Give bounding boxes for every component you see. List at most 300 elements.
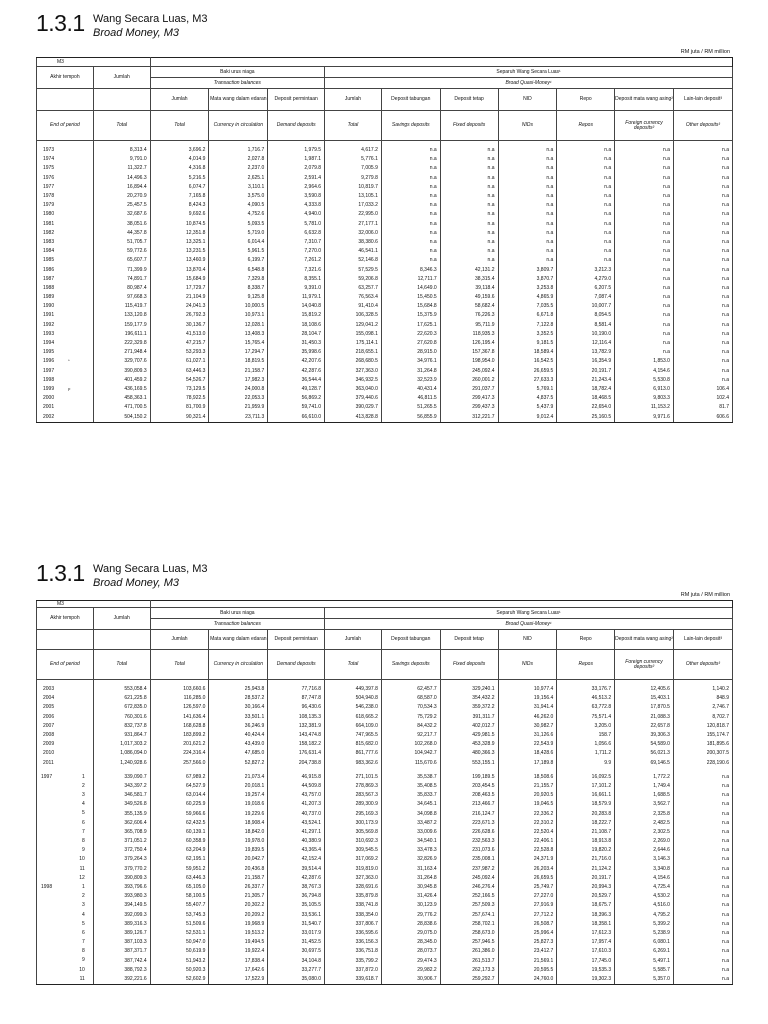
value-cell: 34,976.1: [381, 357, 440, 366]
month-label: 2: [82, 893, 85, 900]
value-cell: 387,371.7: [93, 947, 150, 956]
period-header-en: End of period: [37, 650, 94, 680]
value-cell: 19,156.4: [498, 694, 557, 703]
value-cell: 17,033.2: [325, 201, 382, 210]
value-cell: 15,403.1: [615, 694, 674, 703]
value-cell: 3,212.3: [557, 265, 615, 274]
currency-header-en: Currency in circulation: [209, 650, 268, 680]
value-cell: 51,943.2: [150, 956, 209, 965]
value-cell: 59,772.6: [93, 247, 150, 256]
value-cell: 38,315.4: [440, 275, 498, 284]
demand-header-ms: Deposit permintaan: [268, 630, 325, 650]
value-cell: 118,935.3: [440, 330, 498, 339]
value-cell: 931,864.7: [93, 731, 150, 740]
period-cell: [37, 956, 94, 965]
value-cell: 337,806.7: [325, 920, 382, 929]
value-cell: 271,101.5: [325, 773, 382, 782]
period-cell: 2002: [37, 412, 94, 422]
value-cell: n.a: [673, 773, 732, 782]
value-cell: n.a: [673, 376, 732, 385]
value-cell: 52,146.8: [325, 256, 382, 265]
value-cell: n.a: [440, 164, 498, 173]
value-cell: n.a: [557, 238, 615, 247]
value-cell: 95,711.9: [440, 321, 498, 330]
value-cell: 317,069.2: [325, 855, 382, 864]
value-cell: 362,606.4: [93, 819, 150, 828]
value-cell: n.a: [615, 256, 674, 265]
value-cell: 393,980.3: [93, 892, 150, 901]
value-cell: n.a: [673, 247, 732, 256]
value-cell: 390,809.3: [93, 874, 150, 883]
value-cell: 4,752.6: [209, 210, 268, 219]
value-cell: 392,221.6: [93, 975, 150, 985]
value-cell: 21,155.7: [498, 782, 557, 791]
trans-total-header-ms: Jumlah: [150, 630, 209, 650]
value-cell: 46,262.0: [498, 713, 557, 722]
fixed-header-en: Fixed deposits: [440, 650, 498, 680]
value-cell: 33,009.6: [381, 828, 440, 837]
value-cell: 40,380.9: [268, 837, 325, 846]
value-cell: 299,437.3: [440, 403, 498, 412]
value-cell: 54,589.0: [615, 740, 674, 749]
value-cell: n.a: [673, 265, 732, 274]
value-cell: 43,757.0: [268, 791, 325, 800]
value-cell: 436,169.5: [93, 385, 150, 394]
value-cell: 52,827.2: [209, 759, 268, 768]
period-blank: [37, 89, 94, 111]
value-cell: 5,497.1: [615, 956, 674, 965]
period-cell: 2000: [37, 394, 94, 403]
value-cell: 31,163.4: [381, 865, 440, 874]
value-cell: 22,336.2: [498, 809, 557, 818]
value-cell: 59,951.2: [150, 865, 209, 874]
value-cell: 22,406.1: [498, 837, 557, 846]
value-cell: 22,620.3: [381, 330, 440, 339]
value-cell: 15,375.9: [381, 311, 440, 320]
quasi-total-header-en: Total: [325, 111, 382, 141]
value-cell: 25,996.4: [498, 929, 557, 938]
period-cell: 2004: [37, 694, 94, 703]
value-cell: 4,837.5: [498, 394, 557, 403]
value-cell: 30,697.5: [268, 947, 325, 956]
value-cell: n.a: [673, 146, 732, 155]
table-row: [37, 809, 733, 818]
value-cell: 4,865.9: [498, 293, 557, 302]
value-cell: 78,922.5: [150, 394, 209, 403]
table-row: [37, 412, 733, 422]
value-cell: 20,283.8: [557, 809, 615, 818]
value-cell: 55,407.7: [150, 901, 209, 910]
value-cell: 3,352.5: [498, 330, 557, 339]
value-cell: 133,120.8: [93, 311, 150, 320]
value-cell: n.a: [673, 339, 732, 348]
table-row: [37, 800, 733, 809]
value-cell: 65,105.0: [150, 883, 209, 892]
value-cell: 20,529.7: [557, 892, 615, 901]
total-header-en: Total: [93, 650, 150, 680]
nid-header-en: NIDs: [498, 111, 557, 141]
value-cell: 19,229.6: [209, 809, 268, 818]
value-cell: 363,040.0: [325, 385, 382, 394]
value-cell: n.a: [381, 210, 440, 219]
value-cell: 3,562.7: [615, 800, 674, 809]
value-cell: 5,238.9: [615, 929, 674, 938]
value-cell: 8,313.4: [93, 146, 150, 155]
value-cell: 40,431.4: [381, 385, 440, 394]
value-cell: 17,189.8: [498, 759, 557, 768]
value-cell: 379,440.6: [325, 394, 382, 403]
value-cell: 39,514.4: [268, 865, 325, 874]
value-cell: 115,670.6: [381, 759, 440, 768]
value-cell: 91,410.4: [325, 302, 382, 311]
value-cell: 47,685.0: [209, 749, 268, 758]
value-cell: 3,696.2: [150, 146, 209, 155]
month-label: 2: [82, 782, 85, 789]
value-cell: 30,166.4: [209, 703, 268, 712]
table-row: [37, 855, 733, 864]
value-cell: 18,579.9: [557, 800, 615, 809]
value-cell: 103,660.6: [150, 685, 209, 694]
period-cell: 1998 1: [37, 883, 94, 892]
value-cell: 1,240,928.6: [93, 759, 150, 768]
value-cell: 201,621.2: [150, 740, 209, 749]
value-cell: 21,959.9: [209, 403, 268, 412]
value-cell: 18,842.0: [209, 828, 268, 837]
value-cell: 16,894.4: [93, 183, 150, 192]
value-cell: 346,932.5: [325, 376, 382, 385]
value-cell: n.a: [440, 174, 498, 183]
value-cell: n.a: [615, 220, 674, 229]
value-cell: n.a: [498, 238, 557, 247]
period-cell: 1976: [37, 174, 94, 183]
value-cell: 24,041.3: [150, 302, 209, 311]
value-cell: 5,776.1: [325, 155, 382, 164]
value-cell: 75,729.2: [381, 713, 440, 722]
value-cell: n.a: [673, 947, 732, 956]
value-cell: 5,216.5: [150, 174, 209, 183]
value-cell: n.a: [381, 155, 440, 164]
currency-header-ms: Mata wang dalam edaran: [209, 89, 268, 111]
value-cell: 40,737.0: [268, 809, 325, 818]
value-cell: 97,668.3: [93, 293, 150, 302]
value-cell: n.a: [615, 210, 674, 219]
value-cell: 17,729.7: [150, 284, 209, 293]
value-cell: 35,998.6: [268, 348, 325, 357]
table-title: [93, 562, 208, 590]
value-cell: 27,177.1: [325, 220, 382, 229]
value-cell: 471,700.5: [93, 403, 150, 412]
value-cell: 8,581.4: [557, 321, 615, 330]
value-cell: 14,040.8: [268, 302, 325, 311]
table-row: [37, 883, 733, 892]
value-cell: 7,165.8: [150, 192, 209, 201]
table-row: [37, 759, 733, 768]
value-cell: 21,243.4: [557, 376, 615, 385]
month-label: 7: [82, 828, 85, 835]
value-cell: 46,915.8: [268, 773, 325, 782]
value-cell: 42,287.6: [268, 367, 325, 376]
value-cell: 305,569.8: [325, 828, 382, 837]
value-cell: 222,329.8: [93, 339, 150, 348]
value-cell: 29,474.3: [381, 956, 440, 965]
title-malay: Wang Secara Luas, M3: [93, 563, 208, 575]
month-label: 10: [79, 966, 85, 973]
value-cell: 74,891.7: [93, 275, 150, 284]
value-cell: 339,618.7: [325, 975, 382, 985]
value-cell: 9,803.3: [615, 394, 674, 403]
value-cell: n.a: [381, 238, 440, 247]
value-cell: 155,174.7: [673, 731, 732, 740]
value-cell: 14,496.3: [93, 174, 150, 183]
value-cell: 9,125.8: [209, 293, 268, 302]
money-table-2: [36, 600, 733, 985]
value-cell: 18,675.7: [557, 901, 615, 910]
value-cell: 69,146.5: [615, 759, 674, 768]
value-cell: 257,509.3: [440, 901, 498, 910]
value-cell: 11,153.2: [615, 403, 674, 412]
value-cell: 3,146.3: [615, 855, 674, 864]
value-cell: 27,227.0: [498, 892, 557, 901]
value-cell: n.a: [673, 155, 732, 164]
period-cell: 1979: [37, 201, 94, 210]
quasi-header-ms: Separuh Wang Secara Luas¹: [325, 608, 733, 619]
value-cell: 63,257.7: [325, 284, 382, 293]
table-row: [37, 275, 733, 284]
value-cell: 1,853.0: [615, 357, 674, 366]
value-cell: 35,105.5: [268, 901, 325, 910]
value-cell: 60,139.1: [150, 828, 209, 837]
value-cell: 143,474.8: [268, 731, 325, 740]
value-cell: 42,287.6: [268, 874, 325, 883]
quasi-total-header-en: Total: [325, 650, 382, 680]
value-cell: 6,632.8: [268, 229, 325, 238]
period-cell: [37, 855, 94, 864]
value-cell: n.a: [673, 966, 732, 975]
value-cell: 747,965.5: [325, 731, 382, 740]
value-cell: 41,297.1: [268, 828, 325, 837]
value-cell: n.a: [557, 192, 615, 201]
value-cell: 56,869.2: [268, 394, 325, 403]
value-cell: 4,617.2: [325, 146, 382, 155]
period-cell: [37, 874, 94, 883]
value-cell: 84,432.2: [381, 722, 440, 731]
value-cell: 42,131.2: [440, 265, 498, 274]
value-cell: 44,357.8: [93, 229, 150, 238]
value-cell: 26,659.5: [498, 367, 557, 376]
value-cell: 5,961.5: [209, 247, 268, 256]
value-cell: n.a: [615, 348, 674, 357]
value-cell: 4,333.8: [268, 201, 325, 210]
value-cell: 9,692.6: [150, 210, 209, 219]
value-cell: 618,665.2: [325, 713, 382, 722]
value-cell: 31,941.4: [498, 703, 557, 712]
value-cell: 35,080.0: [268, 975, 325, 985]
value-cell: n.a: [557, 164, 615, 173]
value-cell: 4,940.0: [268, 210, 325, 219]
value-cell: 621,225.8: [93, 694, 150, 703]
table-row: [37, 357, 733, 366]
period-cell: 1974: [37, 155, 94, 164]
value-cell: 14,649.0: [381, 284, 440, 293]
value-cell: 389,126.7: [93, 929, 150, 938]
table-row: [37, 819, 733, 828]
value-cell: 329,240.1: [440, 685, 498, 694]
value-cell: 402,012.7: [440, 722, 498, 731]
value-cell: 25,827.3: [498, 938, 557, 947]
period-cell: [37, 837, 94, 846]
value-cell: 36,794.8: [268, 892, 325, 901]
value-cell: n.a: [673, 357, 732, 366]
value-cell: 51,265.5: [381, 403, 440, 412]
value-cell: 33,017.9: [268, 929, 325, 938]
value-cell: 22,520.4: [498, 828, 557, 837]
value-cell: n.a: [615, 293, 674, 302]
value-cell: n.a: [615, 229, 674, 238]
period-cell: 1991: [37, 311, 94, 320]
value-cell: 228,190.6: [673, 759, 732, 768]
value-cell: n.a: [673, 874, 732, 883]
value-cell: n.a: [673, 330, 732, 339]
fixed-header-en: Fixed deposits: [440, 111, 498, 141]
value-cell: n.a: [615, 265, 674, 274]
period-cell: 1985: [37, 256, 94, 265]
value-cell: 261,513.7: [440, 956, 498, 965]
table-row: [37, 330, 733, 339]
value-cell: n.a: [673, 229, 732, 238]
value-cell: 257,674.1: [440, 911, 498, 920]
value-cell: 260,001.2: [440, 376, 498, 385]
value-cell: n.a: [673, 956, 732, 965]
value-cell: 49,128.7: [268, 385, 325, 394]
table-row: [37, 773, 733, 782]
value-cell: 11,979.1: [268, 293, 325, 302]
value-cell: 268,680.5: [325, 357, 382, 366]
value-cell: 158.7: [557, 731, 615, 740]
value-cell: 9.9: [557, 759, 615, 768]
value-cell: 861,777.6: [325, 749, 382, 758]
value-cell: n.a: [615, 192, 674, 201]
period-cell: 1984: [37, 247, 94, 256]
value-cell: 2,302.5: [615, 828, 674, 837]
value-cell: 31,264.8: [381, 367, 440, 376]
table-number: 1.3.1: [36, 10, 85, 36]
value-cell: n.a: [381, 247, 440, 256]
value-cell: n.a: [440, 256, 498, 265]
value-cell: 18,358.1: [557, 920, 615, 929]
value-cell: 2,269.0: [615, 837, 674, 846]
value-cell: 29,075.0: [381, 929, 440, 938]
value-cell: 13,105.1: [325, 192, 382, 201]
value-cell: n.a: [440, 183, 498, 192]
value-cell: 28,537.2: [209, 694, 268, 703]
table-row: [37, 256, 733, 265]
value-cell: 19,018.6: [209, 800, 268, 809]
value-cell: 261,386.0: [440, 947, 498, 956]
value-cell: 208,463.5: [440, 791, 498, 800]
value-cell: 252,166.5: [440, 892, 498, 901]
value-cell: 388,792.3: [93, 966, 150, 975]
value-cell: n.a: [673, 174, 732, 183]
value-cell: n.a: [615, 275, 674, 284]
month-label: 10: [79, 856, 85, 863]
value-cell: 3,253.8: [498, 284, 557, 293]
value-cell: n.a: [498, 229, 557, 238]
value-cell: n.a: [673, 201, 732, 210]
month-label: 4: [82, 801, 85, 808]
value-cell: 64,527.9: [150, 782, 209, 791]
value-cell: 10,190.0: [557, 330, 615, 339]
title-malay: Wang Secara Luas, M3: [93, 13, 208, 25]
value-cell: 245,092.4: [440, 367, 498, 376]
value-cell: 106,328.5: [325, 311, 382, 320]
value-cell: n.a: [673, 164, 732, 173]
value-cell: n.a: [615, 146, 674, 155]
value-cell: 59,741.0: [268, 403, 325, 412]
value-cell: 20,191.7: [557, 367, 615, 376]
value-cell: 18,508.6: [498, 773, 557, 782]
value-cell: 32,006.0: [325, 229, 382, 238]
value-cell: 43,365.4: [268, 846, 325, 855]
value-cell: 310,692.3: [325, 837, 382, 846]
value-cell: 12,711.7: [381, 275, 440, 284]
value-cell: 13,782.9: [557, 348, 615, 357]
quasi-header-ms: Separuh Wang Secara Luas¹: [325, 67, 733, 78]
value-cell: n.a: [615, 201, 674, 210]
value-cell: 30,123.9: [381, 901, 440, 910]
value-cell: 16,092.5: [557, 773, 615, 782]
value-cell: 6,014.4: [209, 238, 268, 247]
value-cell: 52,531.1: [150, 929, 209, 938]
value-cell: 2,237.0: [209, 164, 268, 173]
value-cell: 31,126.6: [498, 731, 557, 740]
value-cell: 22,528.8: [498, 846, 557, 855]
value-cell: n.a: [615, 174, 674, 183]
value-cell: 21,158.7: [209, 367, 268, 376]
value-cell: 35,538.7: [381, 773, 440, 782]
value-cell: 46,541.1: [325, 247, 382, 256]
period-cell: 1973: [37, 146, 94, 155]
value-cell: 19,839.5: [209, 846, 268, 855]
units-label: RM juta / RM million: [680, 592, 730, 598]
other-header-ms: Lain-lain deposit³: [673, 89, 732, 111]
value-cell: n.a: [673, 911, 732, 920]
value-cell: n.a: [615, 330, 674, 339]
value-cell: 33,487.2: [381, 819, 440, 828]
value-cell: 17,522.9: [209, 975, 268, 985]
value-cell: 92,217.7: [381, 731, 440, 740]
value-cell: 28,838.6: [381, 920, 440, 929]
savings-header-en: Savings deposits: [381, 650, 440, 680]
value-cell: 60,358.9: [150, 837, 209, 846]
value-cell: 62,195.1: [150, 855, 209, 864]
value-cell: 39,306.3: [615, 731, 674, 740]
demand-header-en: Demand deposits: [268, 650, 325, 680]
value-cell: 6,080.1: [615, 938, 674, 947]
month-label: 7: [82, 939, 85, 946]
value-cell: 8,346.3: [381, 265, 440, 274]
value-cell: 343,397.2: [93, 782, 150, 791]
value-cell: 7,270.0: [268, 247, 325, 256]
value-cell: 75,571.4: [557, 713, 615, 722]
period-header-ms: Akhir tempoh: [37, 608, 94, 630]
value-cell: 336,595.6: [325, 929, 382, 938]
value-cell: 60,225.9: [150, 800, 209, 809]
trans-total-header-ms: Jumlah: [150, 89, 209, 111]
value-cell: 19,494.5: [209, 938, 268, 947]
value-cell: 26,337.7: [209, 883, 268, 892]
value-cell: 53,745.3: [150, 911, 209, 920]
value-cell: 21,158.7: [209, 874, 268, 883]
